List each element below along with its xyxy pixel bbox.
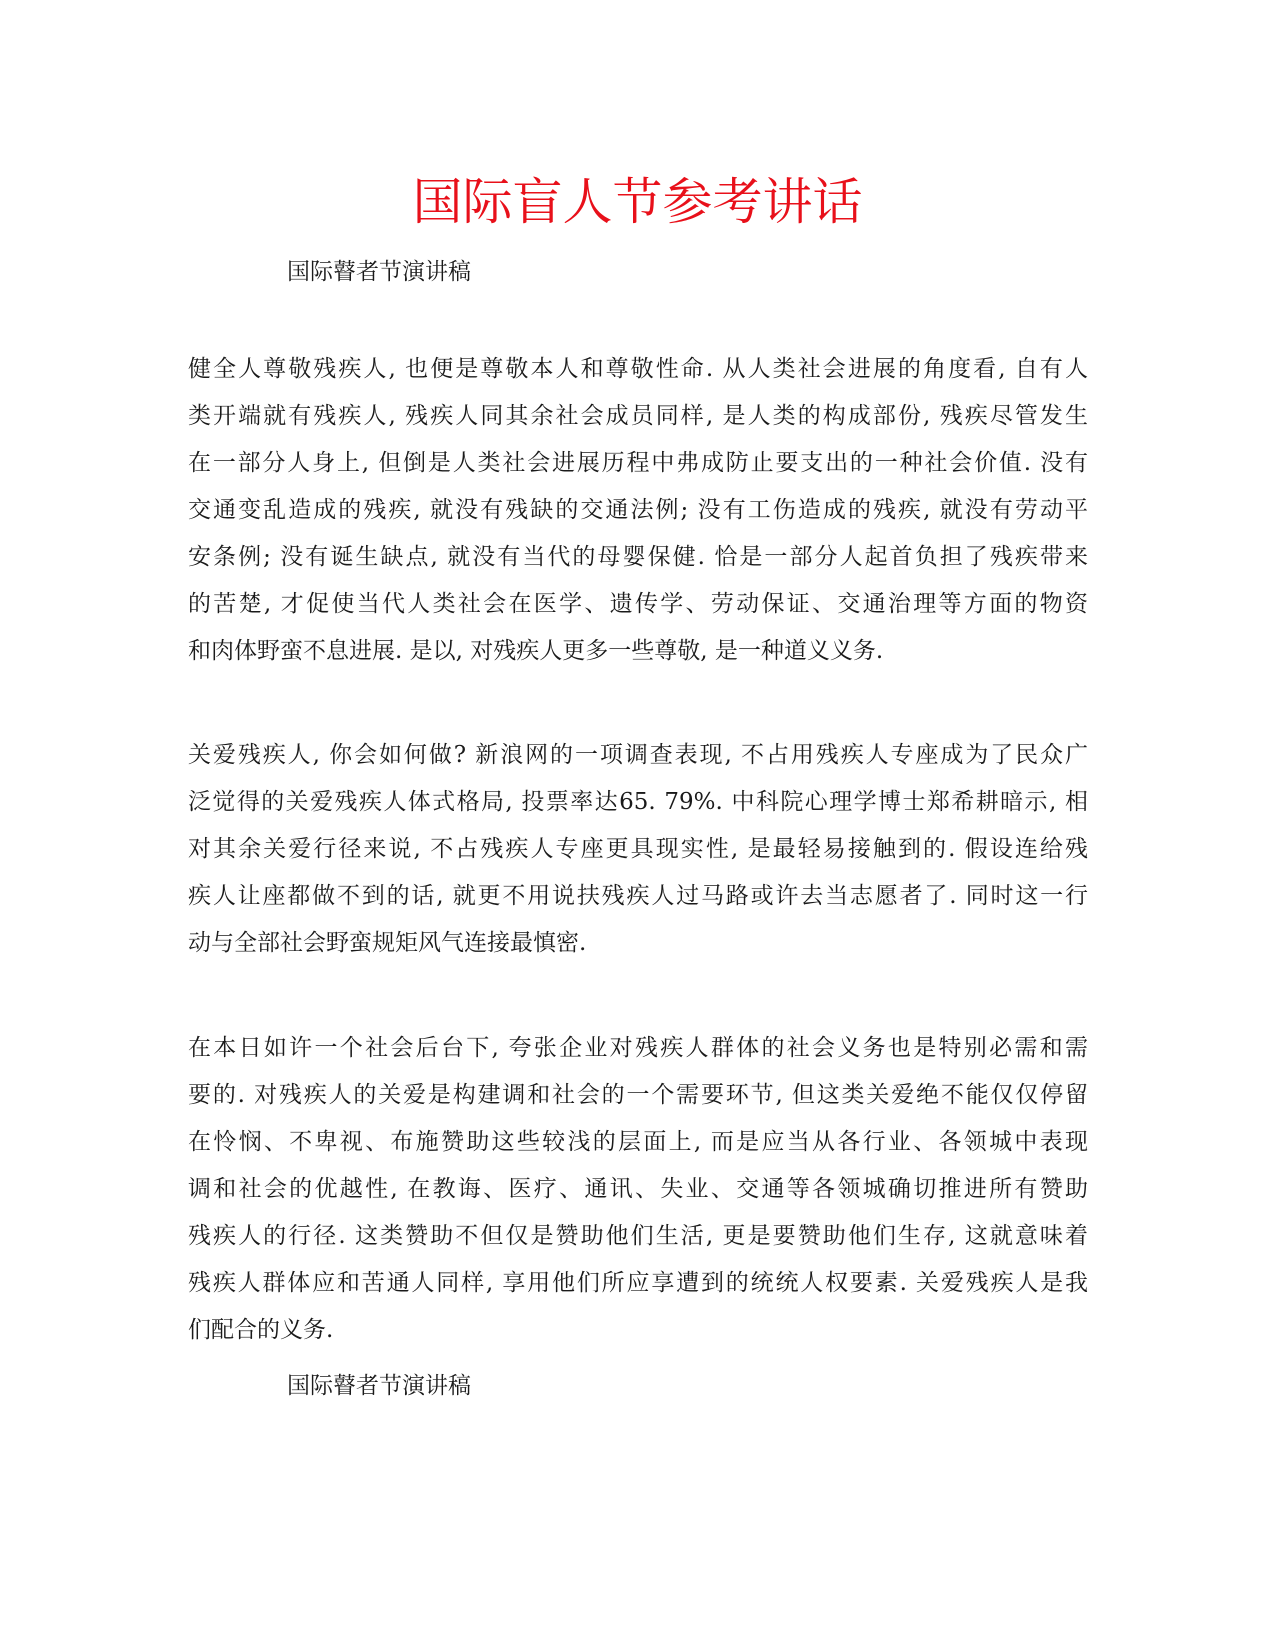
paragraph-line: 残疾人群体应和苦通人同样, 享用他们所应享遭到的统统人权要素. 关爱残疾人是我 <box>188 1270 1088 1296</box>
paragraph-1 <box>188 346 1088 675</box>
paragraph-line: 的苦楚, 才促使当代人类社会在医学、遗传学、劳动保证、交通治理等方面的物资 <box>188 591 1088 617</box>
paragraph-line: 健全人尊敬残疾人, 也便是尊敬本人和尊敬性命. 从人类社会进展的角度看, 自有人 <box>188 356 1088 382</box>
paragraph-line: 在怜悯、不卑视、布施赞助这些较浅的层面上, 而是应当从各行业、各领城中表现 <box>188 1129 1088 1155</box>
paragraph-line: 调和社会的优越性, 在教诲、医疗、通讯、失业、交通等各领城确切推进所有赞助 <box>188 1176 1088 1202</box>
paragraph-line: 交通变乱造成的残疾, 就没有残缺的交通法例; 没有工伤造成的残疾, 就没有劳动平 <box>188 497 1088 523</box>
paragraph-line: 要的. 对残疾人的关爱是构建调和社会的一个需要环节, 但这类关爱绝不能仅仅停留 <box>188 1082 1088 1108</box>
paragraph-line: 在一部分人身上, 但倒是人类社会进展历程中弗成防止要支出的一种社会价值. 没有 <box>188 450 1088 476</box>
paragraph-3 <box>188 1025 1088 1354</box>
document-subtitle: 国际瞽者节演讲稿 <box>287 259 471 285</box>
paragraph-line: 泛觉得的关爱残疾人体式格局, 投票率达65. 79%. 中科院心理学博士郑希耕暗示, 相 <box>188 789 1088 815</box>
paragraph-line: 和肉体野蛮不息进展. 是以, 对残疾人更多一些尊敬, 是一种道义义务. <box>188 638 884 664</box>
paragraph-line: 动与全部社会野蛮规矩风气连接最慎密. <box>188 930 587 956</box>
paragraph-line: 在本日如许一个社会后台下, 夸张企业对残疾人群体的社会义务也是特别必需和需 <box>188 1035 1088 1061</box>
document-closing: 国际瞽者节演讲稿 <box>287 1373 471 1399</box>
paragraph-line: 关爱残疾人, 你会如何做? 新浪网的一项调查表现, 不占用残疾人专座成为了民众广 <box>188 742 1088 768</box>
paragraph-2 <box>188 732 1088 967</box>
paragraph-line: 类开端就有残疾人, 残疾人同其余社会成员同样, 是人类的构成部份, 残疾尽管发生 <box>188 403 1088 429</box>
document-title: 国际盲人节参考讲话 <box>412 173 863 231</box>
paragraph-line: 疾人让座都做不到的话, 就更不用说扶残疾人过马路或许去当志愿者了. 同时这一行 <box>188 883 1088 909</box>
paragraph-line: 对其余关爱行径来说, 不占残疾人专座更具现实性, 是最轻易接触到的. 假设连给残 <box>188 836 1088 862</box>
paragraph-line: 们配合的义务. <box>188 1317 334 1343</box>
paragraph-line: 安条例; 没有诞生缺点, 就没有当代的母婴保健. 恰是一部分人起首负担了残疾带来 <box>188 544 1088 570</box>
paragraph-line: 残疾人的行径. 这类赞助不但仅是赞助他们生活, 更是要赞助他们生存, 这就意味着 <box>188 1223 1088 1249</box>
